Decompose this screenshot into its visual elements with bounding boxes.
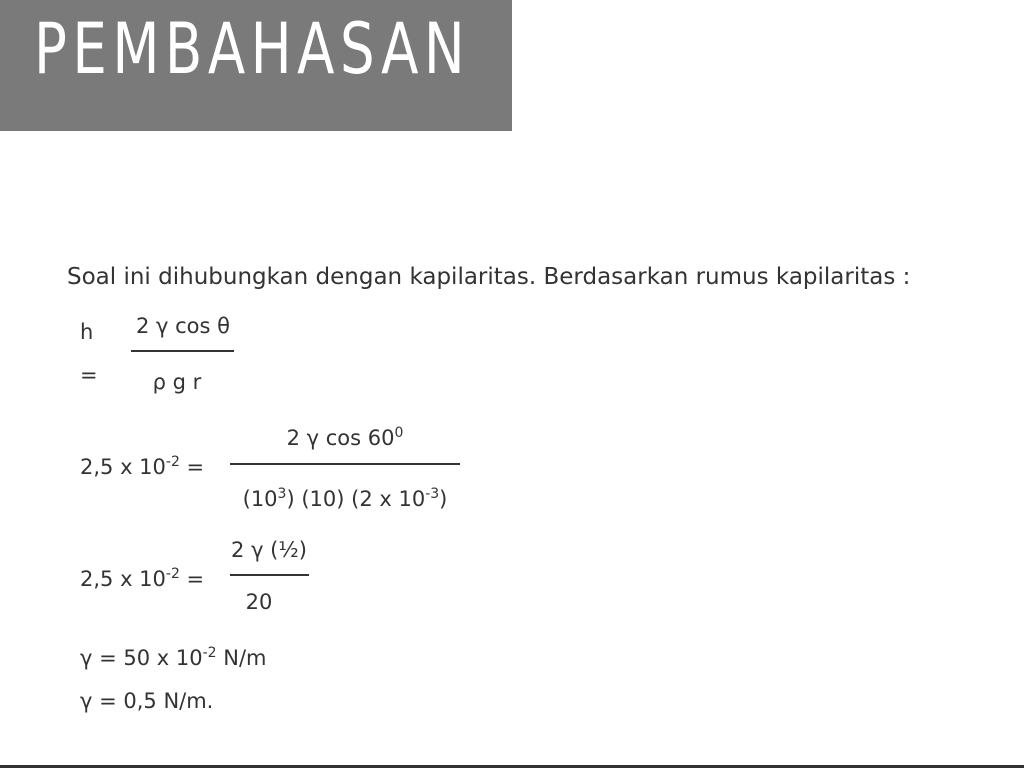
step1-lhs [80,455,204,479]
formula-lhs-equals: = [80,363,98,387]
step1-den-c: ) [439,487,448,511]
title-banner [0,0,512,131]
step1-den-b-exponent: -3 [425,486,440,502]
slide-title: PEMBAHASAN [34,8,471,90]
formula-fraction-bar [131,350,234,352]
step2-lhs-equals: = [179,567,205,591]
formula-lhs-h: h [80,320,94,344]
step1-numerator [230,426,460,450]
step1-numerator-base: 2 γ cos 60 [286,426,395,450]
step3-line [80,646,267,670]
step2-lhs-exponent: -2 [165,566,180,582]
step3-unit: N/m [216,646,267,670]
step1-numerator-exponent: 0 [394,425,404,441]
step1-fraction-bar [230,463,460,465]
step2-numerator: 2 γ (½) [231,538,307,562]
step2-fraction-bar [230,574,309,576]
step2-lhs [80,567,204,591]
step1-den-b: ) (10) (2 x 10 [286,487,426,511]
step1-lhs-base: 2,5 x 10 [80,455,166,479]
step2-denominator: 20 [245,590,273,614]
step1-lhs-equals: = [179,455,205,479]
step3-exponent: -2 [202,645,217,661]
step1-lhs-exponent: -2 [165,454,180,470]
formula-denominator: ρ g r [152,370,202,394]
intro-text: Soal ini dihubungkan dengan kapilaritas. Berdasarkan rumus kapilaritas : [67,264,911,290]
step4-line: γ = 0,5 N/m. [80,689,214,713]
step2-lhs-base: 2,5 x 10 [80,567,166,591]
formula-numerator: 2 γ cos θ [136,314,230,338]
step3-base: γ = 50 x 10 [80,646,203,670]
step1-den-a-exponent: 3 [277,486,287,502]
step1-denominator [220,487,470,511]
step1-den-a: (10 [242,487,278,511]
